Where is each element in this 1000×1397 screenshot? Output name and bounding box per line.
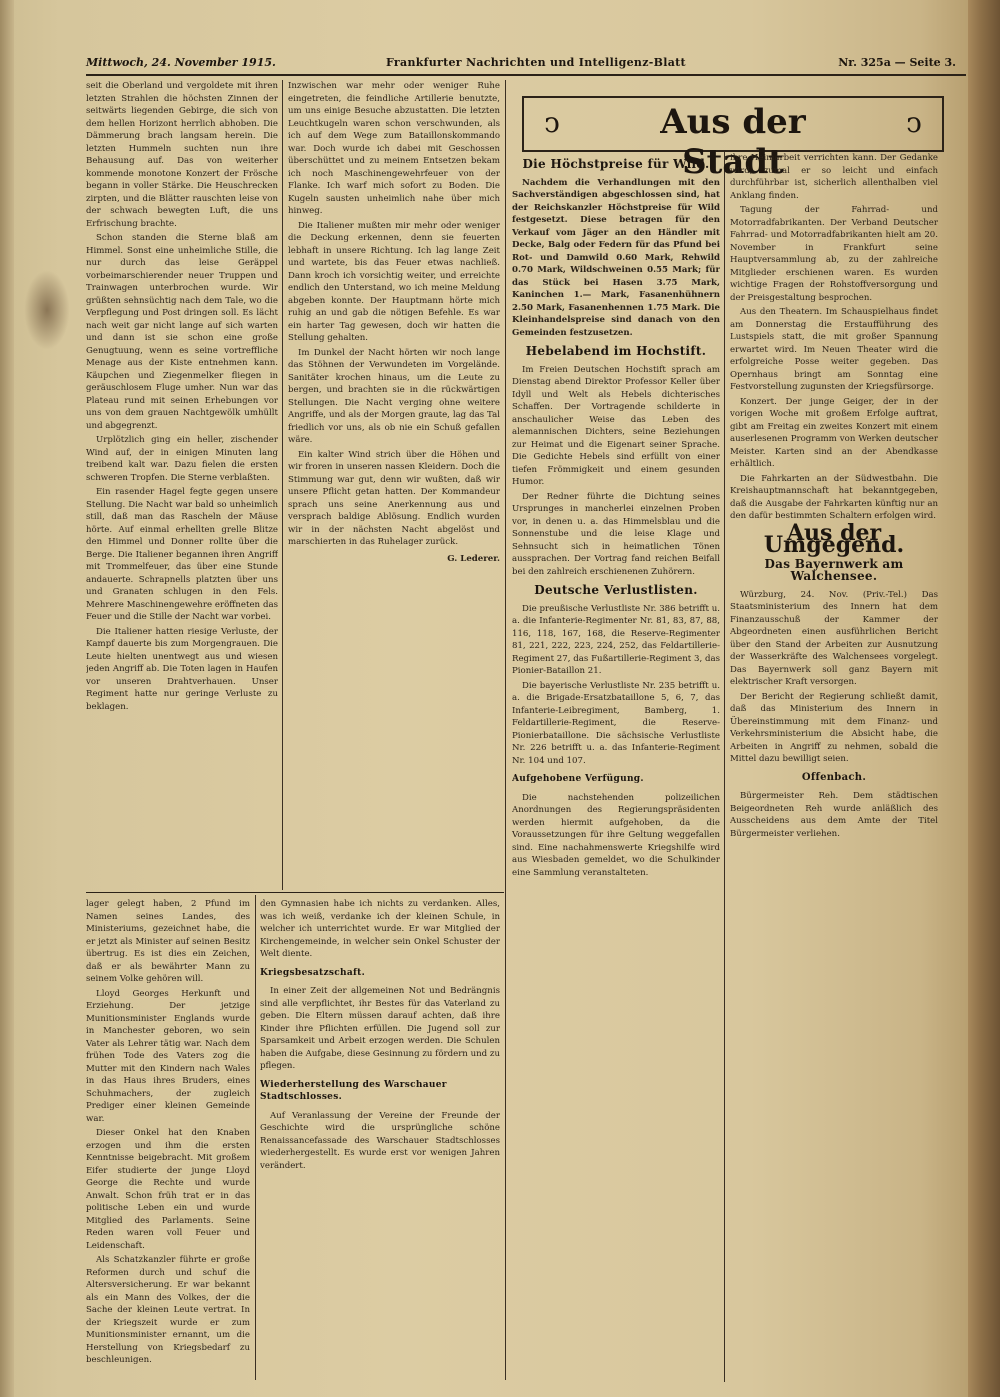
paragraph: Als Schatzkanzler führte er große Reformen durch und schuf die Altersversicherung. Er war bekannt als ein Mann des Volkes, der die Sache der kleinen Leute vertrat. In der Kriegszeit wurde er zum Munitionsminister ernannt, um die Herstellung von Kriegsbedarf zu beschleunigen. [86, 1255, 250, 1365]
article-column-lower-2 [260, 898, 500, 1378]
subheading: Kriegsbesatzschaft. [260, 967, 366, 978]
paragraph: Im Freien Deutschen Hochstift sprach am Dienstag abend Direktor Professor Keller über Idyll und Welt als Hebels dichterisches Schaffen. Der Vortragende schilderte in anschaulicher Weise das Leben des alemannischen Dichters, seine Beziehungen zur Heimat und die Eigenart seiner Sprache. Die Gedichte Hebels sind erfüllt von einer tiefen Frömmigkeit und einem gesunden Humor. [512, 364, 720, 487]
ornament-icon: ↄ [544, 106, 560, 139]
issue-date: Mittwoch, 24. November 1915. [86, 56, 276, 69]
paragraph: Der Redner führte die Dichtung seines Ursprunges in mancherlei einzelnen Proben vor, in denen u. a. das Himmelsblau und die Sonnenstube und die leise Klage und Sehnsucht sich in heimatlichen Tönen aussprachen. Der Vortrag fand reichen Beifall bei den zahlreich erschienenen Zuhörern. [512, 491, 720, 577]
paragraph: Urplötzlich ging ein heller, zischender Wind auf, der in einigen Minuten lang treibend kalt war. Dazu fielen die ersten schweren Tropfen. Die Sterne verblaßten. [86, 435, 278, 483]
paragraph: den Gymnasien habe ich nichts zu verdanken. Alles, was ich weiß, verdanke ich der kleinen Schule, in welcher ich unterrichtet wurde. Er war Mitglied der Kirchengemeinde, in welcher sein Onkel Schuster der Welt diente. [260, 899, 500, 959]
section-title: Aus der Stadt [660, 102, 806, 182]
paragraph: Lloyd Georges Herkunft und Erziehung. Der jetzige Munitionsminister Englands wurde in Manchester geboren, wo sein Vater als Lehrer tätig war. Nach dem frühen Tode des Vaters zog die Mutter mit den Kindern nach Wales in das Haus ihres Bruders, eines Schuhmachers, der zugleich Prediger einer kleinen Gemeinde war. [86, 988, 250, 1124]
paragraph: Ein kalter Wind strich über die Höhen und wir froren in unseren nassen Kleidern. Doch die Stimmung war gut, denn wir wußten, daß wir unsere Pflicht getan hatten. Der Kommandeur sprach uns seine Anerkennung aus und versprach baldige Ablösung. Endlich wurden wir in der nächsten Nacht abgelöst und marschierten in das Ruhelager zurück. [288, 449, 500, 547]
paper-stain [24, 270, 70, 350]
article-lloyd-george [86, 898, 250, 1378]
subheading: Hebelabend im Hochstift. [525, 344, 707, 358]
subheading: Deutsche Verlustlisten. [534, 583, 698, 597]
paragraph: Konzert. Der junge Geiger, der in der vorigen Woche mit großem Erfolge auftrat, gibt am Freitag ein zweites Konzert mit einem auserlesenen Programm von Werken deutscher Meister. Karten sind an der Abendkasse erhältlich. [730, 396, 938, 469]
paragraph: Die bayerische Verlustliste Nr. 235 betrifft u. a. die Brigade-Ersatzbataillone 5, 6, 7, das Infanterie-Leibregiment, Bamberg, 1. Feldartillerie-Regiment, die Reserve-Pionierbataillone. Die sächsische Verlustliste Nr. 226 betrifft u. a. das Infanterie-Regiment Nr. 104 und 107. [512, 680, 720, 766]
book-binding [968, 0, 1000, 1397]
article-column-1 [86, 80, 278, 888]
section-rule [86, 892, 504, 893]
page-number: Nr. 325a — Seite 3. [838, 56, 956, 69]
paragraph: Nachdem die Verhandlungen mit den Sachverständigen abgeschlossen sind, hat der Reichskanzler Höchstpreise für Wild festgesetzt. Diese betragen für den Verkauf vom Jäger an den Händler mit Decke, Balg oder Federn für das Pfund bei Rot- und Damwild 0.60 Mark, Rehwild 0.70 Mark, Wildschweinen 0.55 Mark; für das Stück bei Hasen 3.75 Mark, Kaninchen 1.— Mark, Fasanenhühnern 2.50 Mark, Fasanenhennen 1.75 Mark. Die Kleinhandelspreise sind danach von den Gemeinden festzusetzen. [512, 177, 720, 338]
page-edge [0, 0, 14, 1397]
paragraph: Bürgermeister Reh. Dem städtischen Beigeordneten Reh wurde anläßlich des Ausscheidens aus dem Amte der Titel Bürgermeister verliehen. [730, 791, 938, 839]
column-rule [724, 152, 725, 1382]
column-rule [505, 80, 506, 1380]
paragraph: Würzburg, 24. Nov. (Priv.-Tel.) Das Staatsministerium des Innern hat dem Finanzausschuß der Kammer der Abgeordneten einen ausführlichen Bericht über den Stand der Arbeiten zur Ausnutzung der Wasserkräfte des Walchensees vorgelegt. Das Bayernwerk soll ganz Bayern mit elektrischer Kraft versorgen. [730, 589, 938, 687]
paragraph: Dieser Onkel hat den Knaben erzogen und ihm die ersten Kenntnisse beigebracht. Mit großem Eifer studierte der junge Lloyd George die Rechte und wurde Anwalt. Schon früh trat er in das politische Leben ein und wurde Mitglied des Parlaments. Seine Reden waren voll Feuer und Leidenschaft. [86, 1128, 250, 1251]
subheading: Offenbach. [801, 771, 867, 783]
article-column-5 [730, 152, 938, 1380]
paragraph: Die Italiener mußten mir mehr oder weniger die Deckung erkennen, denn sie feuerten lebhaft in unsere Richtung. Ich lag lange Zeit und wartete, bis das Feuer etwas nachließ. Dann kroch ich vorsichtig weiter, und erreichte endlich den Unterstand, wo ich meine Meldung abgeben konnte. Der Hauptmann hörte mich ruhig an und gab die nötigen Befehle. Es war ein harter Tag gewesen, doch wir hatten die Stellung gehalten. [288, 220, 500, 343]
paragraph: Inzwischen war mehr oder weniger Ruhe eingetreten, die feindliche Artillerie benutzte, um uns einige Besuche abzustatten. Die letzten Leuchtkugeln waren schon verschwunden, als ich auf dem Wege zum Bataillonskommando war. Doch wurde ich dabei mit Geschossen überschüttet und zu meinem Entsetzen bekam ich noch Maschinengewehrfeuer von der Flanke. Ich warf mich sofort zu Boden. Die Kugeln sausten unheimlich nahe über mich hinweg. [288, 81, 500, 216]
ornament-icon: ↄ [906, 106, 922, 139]
paragraph: In einer Zeit der allgemeinen Not und Bedrängnis sind alle verpflichtet, ihr Bestes für das Vaterland zu geben. Die Eltern müssen darauf achten, daß ihre Kinder ihre Pflichten erfüllen. Die Jugend soll zur Sparsamkeit und Arbeit erzogen werden. Die Schulen haben die Aufgabe, diese Gesinnung zu fördern und zu pflegen. [260, 986, 500, 1071]
subheading: Aufgehobene Verfügung. [512, 774, 644, 784]
paragraph: seit die Oberland und vergoldete mit ihren letzten Strahlen die höchsten Zinnen der seitwärts liegenden Gebirge, die sich von dem hellen Horizont herrlich abhoben. Die Dämmerung brach langsam herein. Die letzten Hummeln suchten nun ihre Behausung auf. Das von weiterher kommende monotone Konzert der Frösche begann in voller Stärke. Die Heuschrecken zirpten, und die Blätter rauschten leise von der schwach bewegten Luft, die uns Erfrischung brachte. [86, 81, 278, 229]
paragraph: Der Bericht der Regierung schließt damit, daß das Ministerium des Innern in Übereinstimmung mit dem Finanz- und Verkehrsministerium die Absicht habe, die Arbeiten in Angriff zu nehmen, sobald die Mittel dazu bewilligt seien. [730, 691, 938, 764]
paragraph: Die Fahrkarten an der Südwestbahn. Die Kreishauptmannschaft hat bekanntgegeben, daß die Ausgabe der Fahrkarten künftig nur an den dafür bestimmten Schaltern erfolgen wird. [730, 473, 938, 521]
subheading: Das Bayernwerk am Walchensee. [764, 556, 904, 583]
paragraph: Im Dunkel der Nacht hörten wir noch lange das Stöhnen der Verwundeten im Vorgelände. Sanitäter krochen hinaus, um die Leute zu bergen, und brachten sie in die rückwärtigen Stellungen. Die Nacht verging ohne weitere Angriffe, und als der Morgen graute, lag das Tal friedlich vor uns, als ob nie ein Schuß gefallen wäre. [288, 347, 500, 445]
paragraph: Auf Veranlassung der Vereine der Freunde der Geschichte wird die ursprüngliche schöne Renaissancefassade des Warschauer Stadtschlosses wiederhergestellt. Es wurde erst vor wenigen Jahren verändert. [260, 1110, 500, 1171]
paragraph: ihre Heimarbeit verrichten kann. Der Gedanke wird, zumal er so leicht und einfach durchführbar ist, sicherlich allenthalben viel Anklang finden. [730, 153, 938, 201]
paragraph: Tagung der Fahrrad- und Motorradfabrikanten. Der Verband Deutscher Fahrrad- und Motorradfabrikanten hielt am 20. November in Frankfurt seine Hauptversammlung ab, zu der zahlreiche Mitglieder erschienen waren. Es wurden wichtige Fragen der Rohstoffversorgung und der Preisgestaltung besprochen. [730, 205, 938, 303]
paragraph: lager gelegt haben, 2 Pfund im Namen seines Landes, des Ministeriums, gezeichnet habe, die er jetzt als Minister auf seinen Besitz übertrug. Es ist dies ein Zeichen, daß er als bewährter Mann zu seinem Volke gehören will. [86, 899, 250, 984]
section-title: Aus der Umgegend. [763, 519, 905, 558]
paragraph: Die preußische Verlustliste Nr. 386 betrifft u. a. die Infanterie-Regimenter Nr. 81, 83, 87, 88, 116, 118, 167, 168, die Reserve-Regimenter 81, 221, 222, 223, 224, 252, das Feldartillerie-Regiment 27, das Fußartillerie-Regiment 3, das Pionier-Bataillon 21. [512, 603, 720, 676]
newspaper-title: Frankfurter Nachrichten und Intelligenz-Blatt [386, 56, 686, 69]
column-rule [282, 80, 283, 890]
paragraph: Die nachstehenden polizeilichen Anordnungen des Regierungspräsidenten werden hiermit aufgehoben, da die Voraussetzungen für ihre Geltung weggefallen sind. Eine nachahmenswerte Kriegshilfe wird aus Wiesbaden gemeldet, wo die Schulkinder eine Sammlung veranstalteten. [512, 792, 720, 878]
paragraph: Aus den Theatern. Im Schauspielhaus findet am Donnerstag die Erstaufführung des Lustspiels statt, die mit großer Spannung erwartet wird. Im Neuen Theater wird die erfolgreiche Posse weiter gegeben. Das Opernhaus bringt am Sonntag eine Festvorstellung zugunsten der Kriegsfürsorge. [730, 307, 938, 392]
paragraph: Ein rasender Hagel fegte gegen unsere Stellung. Die Nacht war bald so unheimlich still, daß man das Rascheln der Mäuse hörte. Auf einmal erhellten grelle Blitze den Himmel und Donner rollte über die Berge. Die Italiener begannen ihren Angriff mit Trommelfeuer, das über eine Stunde andauerte. Schrapnells platzten über uns und Granaten schlugen in den Fels. Mehrere Maschinengewehre eröffneten das Feuer und die Stille der Nacht war vorbei. [86, 487, 278, 622]
article-column-2 [288, 80, 500, 888]
header-rule [86, 74, 966, 76]
paragraph: Die Italiener hatten riesige Verluste, der Kampf dauerte bis zum Morgengrauen. Die Leute hielten unentwegt aus und wiesen jeden Angriff ab. Die Toten lagen in Haufen vor unseren Drahtverhauen. Unser Regiment hatte nur geringe Verluste zu beklagen. [86, 626, 278, 712]
author-signature: G. Lederer. [447, 553, 500, 564]
column-rule [255, 895, 256, 1380]
article-column-4 [512, 152, 720, 1380]
subheading: Die Höchstpreise für Wild. [522, 157, 710, 171]
subheading: Wiederherstellung des Warschauer Stadtschlosses. [260, 1079, 447, 1102]
paragraph: Schon standen die Sterne blaß am Himmel. Sonst eine unheimliche Stille, die nur durch das leise Geräppel vorbeimarschierender neuer Truppen und Trainwagen unterbrochen wurde. Wir grüßten sehnsüchtig nach dem Tale, wo die Verpflegung und Post dringen soll. Es lächt nach weit gar nicht lange auf sich warten und dann ist sie schon eine große Genugtuung, wenn es seine vortreffliche Menage aus der Kiste entnehmen kann. Käupchen und Ziegenmelker fliegen in geräuschlosem Fluge umher. Nun war das Plateau rund mit seinen Erhebungen vor uns von dem grauen Nachtgewölk umhüllt und abgegrenzt. [86, 233, 278, 431]
